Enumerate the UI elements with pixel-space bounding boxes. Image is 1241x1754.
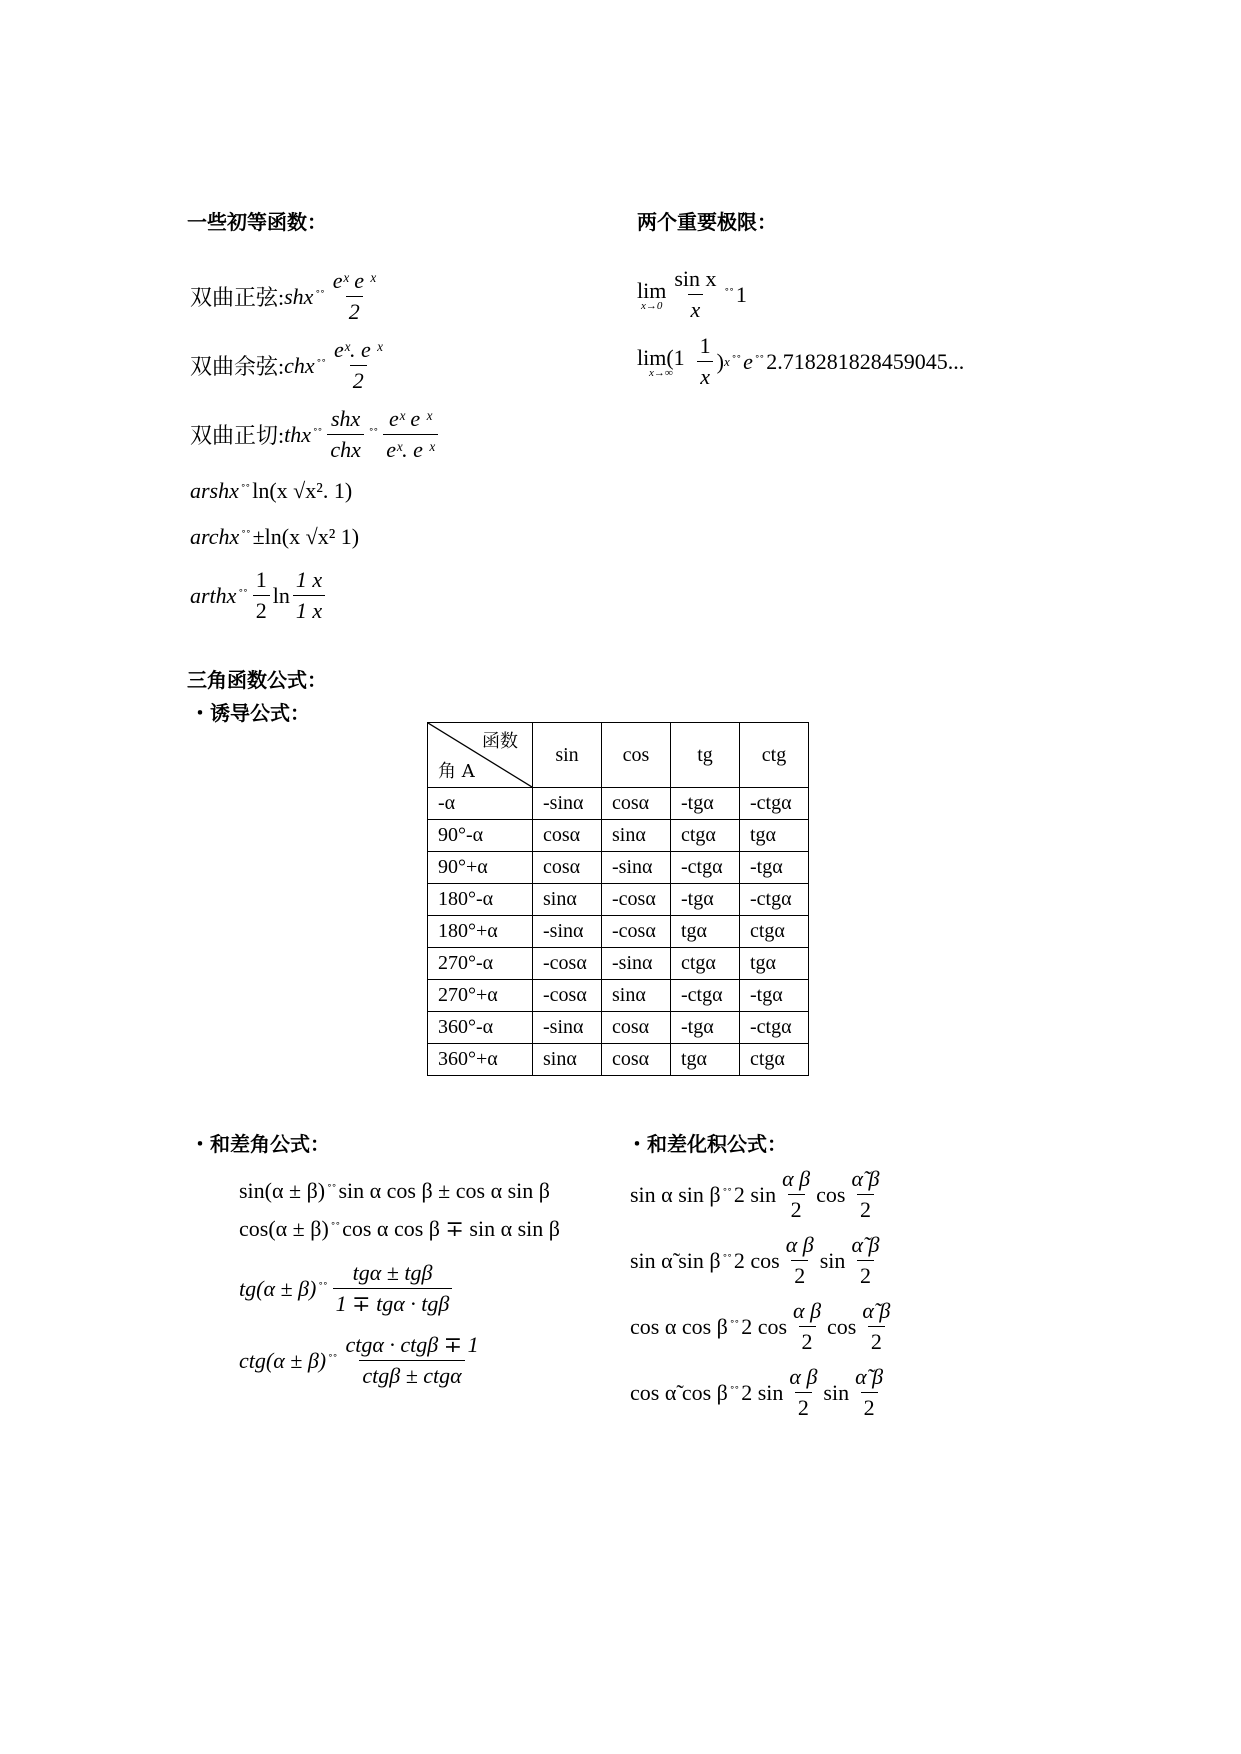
- heading-important-limits: 两个重要极限：: [637, 210, 777, 234]
- table-row: [428, 788, 809, 820]
- table-cell: sinα: [533, 1044, 602, 1076]
- formula-s2p-2: sin α̃ sin β ˚˚ 2 cos $\frac{\text{α β}}{2}$ sin $\frac{\alphã \beta}{2}$: [630, 1232, 880, 1288]
- formula-tg-sum: tg(α ± β) ˚˚ $\frac{\text{tgα ± tgβ}}{\text{1 ∓ tgα · tgβ}}$: [239, 1260, 455, 1317]
- formula-ctg-sum: ctg(α ± β) ˚˚ $\frac{\text{ctgα · ctgβ ∓ 1}}{\text{ctgβ ± ctgα}}$: [239, 1332, 479, 1388]
- equals-glyph: ˚˚: [241, 529, 251, 544]
- formula-cosh: [190, 337, 388, 394]
- table-col-header: ctg: [740, 723, 809, 788]
- table-cell: tgα: [740, 948, 809, 980]
- formula-sin-sum: sin(α ± β) ˚˚ sin α cos β ± cos α sin β: [239, 1178, 550, 1203]
- equals-glyph: ˚˚: [313, 426, 323, 442]
- formula-s2p-4: cos α̃ cos β ˚˚ 2 sin $\frac{\text{α β}}{2}$ sin $\frac{\alphã \beta}{2}$: [630, 1364, 884, 1420]
- table-cell: -sinα: [533, 1012, 602, 1044]
- table-cell: 180°+α: [428, 916, 533, 948]
- table-col-header: tg: [671, 723, 740, 788]
- table-row: [428, 884, 809, 916]
- sinh-fraction: $\frac{\text{eˣ e ˣ}}{2}$: [332, 268, 376, 324]
- table-col-header: sin: [533, 723, 602, 788]
- heading-trig-formulas: 三角函数公式：: [187, 668, 327, 692]
- table-cell: -sinα: [602, 948, 671, 980]
- table-cell: -ctgα: [740, 788, 809, 820]
- sinh-label: 双曲正弦:: [190, 285, 285, 310]
- table-cell: 270°+α: [428, 980, 533, 1012]
- table-cell: -cosα: [533, 948, 602, 980]
- equals-glyph: ˚˚: [729, 1384, 740, 1400]
- formula-limit-e: lim(1 x→∞ $\frac{1}{x}$ ) x ˚˚ e ˚˚ 2.718281828459045...: [637, 333, 965, 389]
- table-cell: 270°-α: [428, 948, 533, 980]
- table-cell: cosα: [602, 788, 671, 820]
- formula-arshx: arshx ˚˚ ln(x √x². 1): [190, 478, 353, 503]
- formula-arthx: arthx ˚˚ $\frac{1}{2}$ ln $\frac{1 x}{1 x}$: [190, 567, 328, 624]
- table-cell: cosα: [602, 1044, 671, 1076]
- table-col-header: cos: [602, 723, 671, 788]
- table-row: [428, 948, 809, 980]
- heading-sum-to-product: ・和差化积公式：: [627, 1132, 787, 1156]
- table-cell: cosα: [533, 852, 602, 884]
- table-cell: 90°+α: [428, 852, 533, 884]
- table-cell: -cosα: [533, 980, 602, 1012]
- table-cell: tgα: [671, 916, 740, 948]
- equals-glyph: ˚˚: [368, 426, 379, 442]
- formula-s2p-3: cos α cos β ˚˚ 2 cos $\frac{\text{α β}}{2}$ cos $\frac{\alphã \beta}{2}$: [630, 1298, 891, 1354]
- table-cell: sinα: [602, 820, 671, 852]
- table-cell: -ctgα: [671, 852, 740, 884]
- cosh-fraction: $\frac{\text{eˣ. e ˣ}}{2}$: [333, 337, 383, 393]
- table-cell: -ctgα: [740, 1012, 809, 1044]
- formula-tanh: [190, 406, 441, 463]
- table-row: [428, 1044, 809, 1076]
- cosh-label: 双曲余弦:: [190, 354, 285, 379]
- table-cell: ctgα: [671, 948, 740, 980]
- formula-limit-sinx: lim x→0 $\frac{\text{sin x}}{x}$ ˚˚ 1: [637, 266, 747, 322]
- table-header-row: [428, 723, 809, 788]
- table-cell: 360°-α: [428, 1012, 533, 1044]
- equals-glyph: ˚˚: [330, 1221, 341, 1236]
- equals-glyph: ˚˚: [722, 1186, 732, 1202]
- table-cell: ctgα: [740, 1044, 809, 1076]
- equals-glyph: ˚˚: [238, 587, 248, 603]
- equals-glyph: ˚˚: [315, 288, 325, 304]
- equals-glyph: ˚˚: [729, 1318, 740, 1334]
- heading-sum-difference: ・和差角公式：: [190, 1132, 330, 1156]
- equals-glyph: ˚˚: [240, 483, 251, 498]
- table-cell: -ctgα: [740, 884, 809, 916]
- table-cell: -cosα: [602, 884, 671, 916]
- tanh-fraction-1: $\frac{\text{shx}}{\text{chx}}$: [327, 406, 364, 463]
- table-row: [428, 916, 809, 948]
- sinh-var: shx: [284, 283, 314, 309]
- table-cell: 360°+α: [428, 1044, 533, 1076]
- formula-sinh: [190, 268, 382, 325]
- heading-induction-formulas: ・诱导公式：: [190, 701, 310, 725]
- table-cell: cosα: [533, 820, 602, 852]
- table-cell: sinα: [533, 884, 602, 916]
- table-row: [428, 820, 809, 852]
- cosh-var: chx: [284, 352, 315, 378]
- table-cell: ctgα: [740, 916, 809, 948]
- formula-s2p-1: sin α sin β ˚˚ 2 sin $\frac{\text{α β}}{2}$ cos $\frac{\alphã \beta}{2}$: [630, 1166, 880, 1222]
- equals-glyph: ˚˚: [328, 1352, 338, 1368]
- equals-glyph: ˚˚: [318, 1280, 328, 1296]
- formula-archx: archx ˚˚ ±ln(x √x² 1): [190, 524, 360, 549]
- table-cell: -tgα: [671, 1012, 740, 1044]
- tanh-fraction-2: $\frac{\text{eˣ e ˣ}}{\text{eˣ. e ˣ}}$: [383, 406, 437, 463]
- table-cell: -sinα: [602, 852, 671, 884]
- table-cell: -sinα: [533, 788, 602, 820]
- equals-glyph: ˚˚: [724, 286, 734, 302]
- table-cell: -tgα: [740, 980, 809, 1012]
- table-cell: -tgα: [671, 884, 740, 916]
- formula-cos-sum: cos(α ± β) ˚˚ cos α cos β ∓ sin α sin β: [239, 1216, 560, 1241]
- table-cell: -sinα: [533, 916, 602, 948]
- table-cell: -tgα: [740, 852, 809, 884]
- table-row: [428, 1012, 809, 1044]
- table-cell: sinα: [602, 980, 671, 1012]
- table-cell: 90°-α: [428, 820, 533, 852]
- table-cell: -cosα: [602, 916, 671, 948]
- tanh-label: 双曲正切:: [190, 423, 285, 448]
- equals-glyph: ˚˚: [731, 353, 742, 369]
- table-cell: -ctgα: [671, 980, 740, 1012]
- equals-glyph: ˚˚: [316, 357, 326, 373]
- table-cell: 180°-α: [428, 884, 533, 916]
- table-diagonal-header: 函数 角 A: [428, 723, 533, 788]
- table-cell: -α: [428, 788, 533, 820]
- equals-glyph: ˚˚: [722, 1252, 732, 1268]
- table-cell: cosα: [602, 1012, 671, 1044]
- table-cell: -tgα: [671, 788, 740, 820]
- table-cell: ctgα: [671, 820, 740, 852]
- heading-elementary-functions: 一些初等函数：: [187, 210, 327, 234]
- equals-glyph: ˚˚: [327, 1183, 337, 1198]
- induction-table: [427, 722, 809, 1076]
- table-cell: tgα: [740, 820, 809, 852]
- table-cell: tgα: [671, 1044, 740, 1076]
- table-row: [428, 980, 809, 1012]
- equals-glyph: ˚˚: [754, 353, 765, 369]
- tanh-var: thx: [284, 421, 312, 447]
- table-row: [428, 852, 809, 884]
